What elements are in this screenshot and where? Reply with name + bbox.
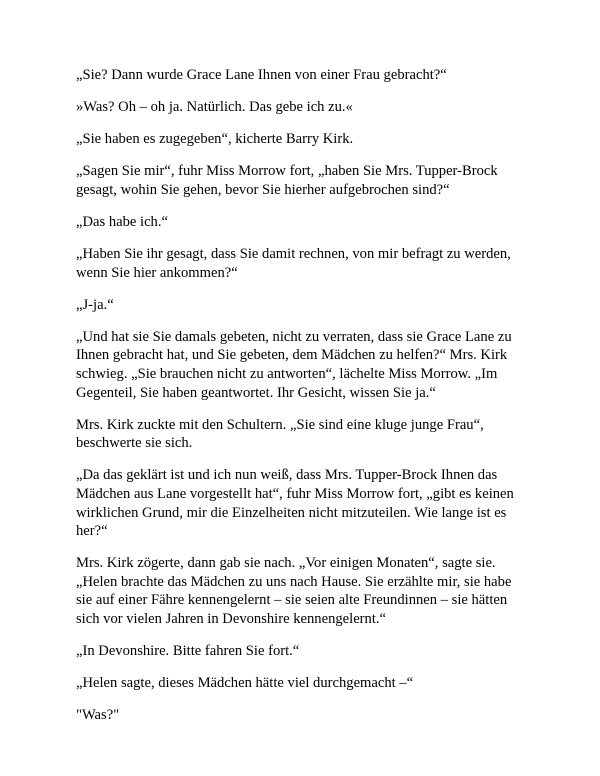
- paragraph: Mrs. Kirk zögerte, dann gab sie nach. „Vor einigen Monaten“, sagte sie. „Helen brachte das Mädchen zu uns nach Hause. Sie erzählte mir, sie habe sie auf einer Fähre kennengelernt – sie seien alte Freundinnen – sie hätten sich vor vielen Jahren in Devonshire kennengelernt.“: [76, 555, 512, 628]
- paragraph: „Helen sagte, dieses Mädchen hätte viel durchgemacht –“: [76, 675, 414, 692]
- paragraph: „Das habe ich.“: [76, 213, 168, 230]
- paragraph: "Was?": [76, 707, 120, 724]
- paragraph: „Sie? Dann wurde Grace Lane Ihnen von einer Frau gebracht?“: [76, 67, 447, 83]
- paragraph: Mrs. Kirk zuckte mit den Schultern. „Sie sind eine kluge junge Frau“, beschwerte sie sich.: [76, 416, 484, 452]
- paragraph: „Haben Sie ihr gesagt, dass Sie damit rechnen, von mir befragt zu werden, wenn Sie hier ankommen?“: [76, 246, 511, 281]
- paragraph: »Was? Oh – oh ja. Natürlich. Das gebe ich zu.«: [76, 99, 353, 116]
- paragraph: „Sagen Sie mir“, fuhr Miss Morrow fort, „haben Sie Mrs. Tupper-Brock gesagt, wohin Sie gehen, bevor Sie hierher aufgebrochen sind?“: [76, 163, 498, 198]
- paragraph: „Sie haben es zugegeben“, kicherte Barry Kirk.: [76, 131, 354, 148]
- paragraph: „In Devonshire. Bitte fahren Sie fort.“: [76, 643, 300, 660]
- paragraph: „J-ja.“: [76, 296, 114, 313]
- paragraph: „Und hat sie Sie damals gebeten, nicht zu verraten, dass sie Grace Lane zu Ihnen gebracht hat, und Sie gebeten, dem Mädchen zu helfen?“ Mrs. Kirk schwieg. „Sie brauchen nicht zu antworten“, lächelte Miss Morrow. „Im Gegenteil, Sie haben geantwortet. Ihr Gesicht, wissen Sie ja.“: [76, 328, 512, 401]
- paragraph: „Da das geklärt ist und ich nun weiß, dass Mrs. Tupper-Brock Ihnen das Mädchen aus Lane vorgestellt hat“, fuhr Miss Morrow fort, „gibt es keinen wirklichen Grund, mir die Einzelheiten nicht mitzuteilen. Wie lange ist es her?“: [76, 467, 514, 540]
